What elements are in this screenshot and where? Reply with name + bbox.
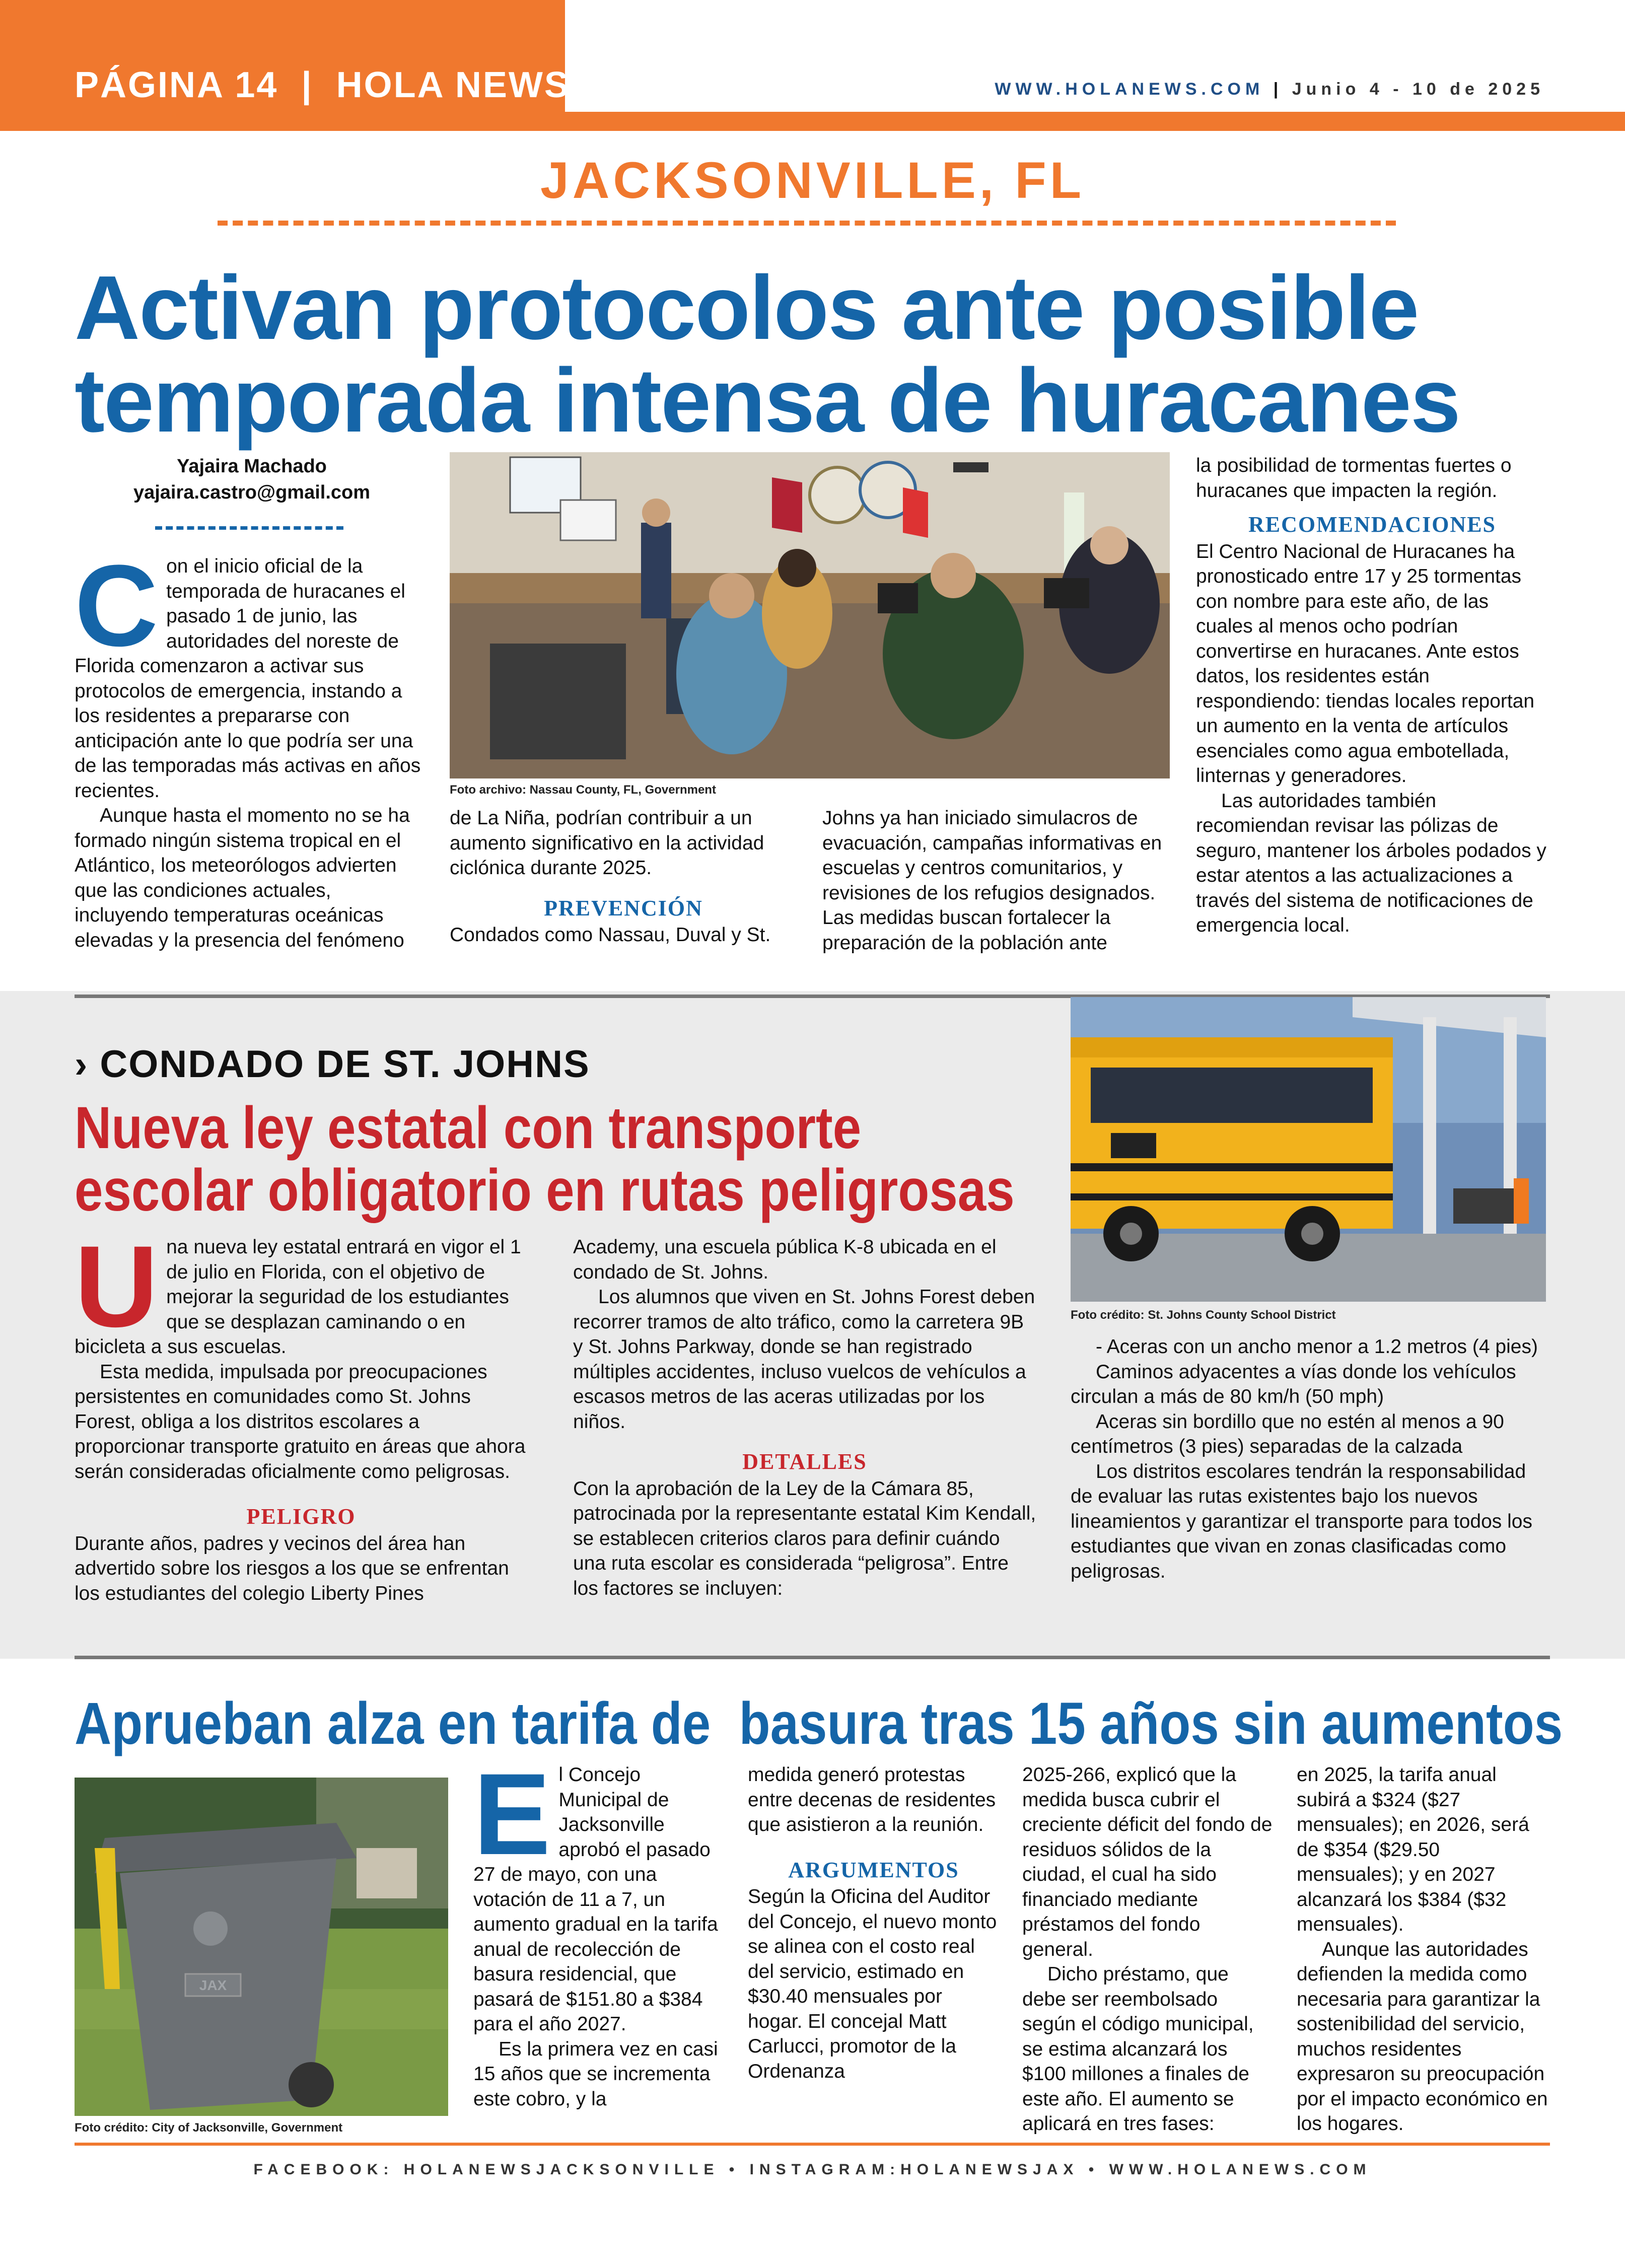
subhead-argumentos: ARGUMENTOS	[788, 1857, 959, 1882]
article3-col1-p2: Es la primera vez en casi 15 años que se incrementa este cobro, y la	[473, 2038, 718, 2110]
article1-col3-p1: Johns ya han iniciado simulacros de evacuación, campañas informativas en escuelas y centros comunitarios, y revisiones de los refugios designados. Las medidas buscan fortalecer la preparación de la población ante	[822, 807, 1162, 954]
author-email[interactable]: yajaira.castro@gmail.com	[133, 482, 371, 503]
article1-col1-p1: on el inicio oficial de la temporada de huracanes el pasado 1 de junio, las autoridades del noreste de Florida comenzaron a activar sus protocolos de emergencia, instando a los residentes a prepararse con anticipación ante lo que podría ser una de las temporadas más activas en años recientes.	[75, 555, 421, 802]
article1-column-3	[822, 806, 1170, 955]
article1-headline-line2: temporada intensa de huracanes	[75, 350, 1460, 451]
bus-photo-caption: Foto crédito: St. Johns County School District	[1071, 1308, 1336, 1322]
issue-date: Junio 4 - 10 de 2025	[1292, 80, 1544, 99]
header-separator: |	[1273, 80, 1283, 99]
article2-dropcap: U	[75, 1222, 159, 1351]
article3-column-4	[1297, 1762, 1548, 2137]
meeting-photo	[450, 452, 1170, 778]
article2-col2-p3: Con la aprobación de la Ley de la Cámara 85, patrocinada por la representante estatal Kim Kendall, se establecen criterios claros para definir cuándo una ruta escolar es considerada “peligrosa”. Entre los factores se incluyen:	[573, 1477, 1036, 1599]
article1-col2-p2: Condados como Nassau, Duval y St.	[450, 924, 771, 946]
subhead-prevencion: PREVENCIÓN	[544, 895, 703, 920]
meeting-photo-caption: Foto archivo: Nassau County, FL, Government	[450, 783, 716, 797]
footer-rule	[75, 2143, 1550, 2146]
article1-column-4	[1196, 453, 1548, 938]
article2-col2-p1: Academy, una escuela pública K-8 ubicada en el condado de St. Johns.	[573, 1236, 997, 1283]
article3-headline: Aprueban alza en tarifa de basura tras 15 años sin aumentos	[75, 1690, 1563, 1757]
article1-column-2	[450, 806, 797, 948]
article3-col2-p1: medida generó protestas entre decenas de residentes que asistieron a la reunión.	[748, 1764, 996, 1835]
subhead-peligro: PELIGRO	[246, 1504, 356, 1529]
header-website[interactable]: WWW.HOLANEWS.COM	[995, 80, 1264, 99]
article2-column-2	[573, 1235, 1036, 1601]
article3-col3-p1: 2025-266, explicó que la medida busca cubrir el creciente déficit del fondo de residuos sólidos de la ciudad, el cual ha sido financiado mediante préstamos del fondo general.	[1022, 1764, 1273, 1960]
article3-column-2	[748, 1762, 1000, 2084]
article1-col4-p3: Las autoridades también recomiendan revisar las pólizas de seguro, mantener los árboles podados y estar atentos a las actualizaciones a través del sistema de notificaciones de emergencia local.	[1196, 790, 1546, 936]
footer-social-links[interactable]: FACEBOOK: HOLANEWSJACKSONVILLE • INSTAGRAM:HOLANEWSJAX • WWW.HOLANEWS.COM	[253, 2161, 1372, 2178]
article2-col1-p2: Esta medida, impulsada por preocupaciones persistentes en comunidades como St. Johns Forest, obliga a los distritos escolares a proporcionar transporte gratuito en áreas que ahora serán consideradas oficialmente como peligrosas.	[75, 1361, 526, 1482]
garbage-bin-photo	[75, 1778, 448, 2116]
article1-col1-p2: Aunque hasta el momento no se ha formado ningún sistema tropical en el Atlántico, los meteorólogos advierten que las condiciones actuales, incluyendo temperaturas oceánicas elevadas y la presencia del fenómeno	[75, 805, 410, 951]
article1-headline-line1: Activan protocolos ante posible	[75, 257, 1419, 359]
band-bottom-rule	[75, 1656, 1550, 1659]
bin-label: JAX	[199, 1977, 227, 1993]
author-name: Yajaira Machado	[177, 456, 327, 477]
article3-column-1	[473, 1749, 725, 2111]
subhead-detalles: DETALLES	[742, 1449, 867, 1474]
school-bus-photo	[1071, 997, 1546, 1302]
article2-kicker: › CONDADO DE ST. JOHNS	[75, 1043, 590, 1086]
article1-col4-p2: El Centro Nacional de Huracanes ha pronosticado entre 17 y 25 tormentas con nombre para este año, de las cuales al menos ocho podrían convertirse en huracanes. Ante estos datos, los residentes están respondiendo: tiendas locales reportan un aumento en la venta de artículos esenciales como agua embotellada, linternas y generadores.	[1196, 540, 1535, 787]
article2-col3-p3: Aceras sin bordillo que no estén al menos a 90 centímetros (3 pies) separadas de la calzada	[1071, 1410, 1504, 1457]
byline	[76, 453, 428, 506]
section-underline	[218, 221, 1396, 226]
article2-headline-line1: Nueva ley estatal con transporte	[75, 1095, 862, 1161]
article2-headline	[75, 1097, 1015, 1222]
article2-col3-p1: - Aceras con un ancho menor a 1.2 metros (4 pies)	[1096, 1336, 1538, 1358]
article3-col3-p2: Dicho préstamo, que debe ser reembolsado según el código municipal, se estima alcanzará los $100 millones a finales de este año. El aumento se aplicará en tres fases:	[1022, 1963, 1254, 2135]
article3-col4-p2: Aunque las autoridades defienden la medida como necesaria para garantizar la sostenibilidad del servicio, muchos residentes expresaron su preocupación por el impacto económico en los hogares.	[1297, 1938, 1548, 2135]
header-bar	[0, 112, 1625, 131]
article1-col4-p1: la posibilidad de tormentas fuertes o huracanes que impacten la región.	[1196, 455, 1512, 502]
article3-dropcap: E	[473, 1749, 551, 1879]
article3-col4-p1: en 2025, la tarifa anual subirá a $324 ($27 mensuales); en 2026, será de $354 ($29.50 mensuales); y en 2027 alcanzará los $384 ($32 mensuales).	[1297, 1764, 1529, 1935]
article1-column-1	[75, 541, 423, 953]
article2-col3-p2: Caminos adyacentes a vías donde los vehículos circulan a más de 80 km/h (50 mph)	[1071, 1361, 1516, 1407]
article2-column-1	[75, 1222, 528, 1606]
article1-dropcap: C	[75, 541, 159, 670]
article3-col1-p1: l Concejo Municipal de Jacksonville aprobó el pasado 27 de mayo, con una votación de 11 a 7, un aumento gradual en la tarifa anual de recolección de basura residencial, que pasará de $151.80 a $384 para el año 2027.	[473, 1764, 718, 2035]
page-label: PÁGINA 14 | HOLA NEWS	[75, 65, 570, 105]
header-website-date	[995, 80, 1544, 99]
article2-column-3	[1071, 1334, 1546, 1584]
article2-col2-p2: Los alumnos que viven en St. Johns Forest deben recorrer tramos de alto tráfico, como la carretera 9B y St. Johns Parkway, donde se han registrado múltiples accidentes, incluso vuelcos de vehículos a escasos metros de las aceras utilizadas por los niños.	[573, 1286, 1035, 1433]
bin-photo-caption: Foto crédito: City of Jacksonville, Government	[75, 2121, 343, 2135]
article2-headline-line2: escolar obligatorio en rutas peligrosas	[75, 1157, 1015, 1224]
subhead-recomendaciones: RECOMENDACIONES	[1248, 512, 1497, 537]
article3-col2-p2: Según la Oficina del Auditor del Concejo, el nuevo monto se alinea con el costo real del servicio, estimado en $30.40 mensuales por hogar. El concejal Matt Carlucci, promotor de la Ordenanza	[748, 1886, 997, 2082]
article2-col3-p4: Los distritos escolares tendrán la responsabilidad de evaluar las rutas existentes bajo los nuevos lineamientos y garantizar el transporte para todos los estudiantes que vivan en zonas clasificadas como peligrosas.	[1071, 1460, 1532, 1582]
article1-headline	[75, 257, 1460, 451]
article1-col2-p1: de La Niña, podrían contribuir a un aumento significativo en la actividad ciclónica durante 2025.	[450, 807, 764, 879]
article3-column-3	[1022, 1762, 1274, 2137]
section-title: JACKSONVILLE, FL	[540, 152, 1085, 209]
article2-col1-p3: Durante años, padres y vecinos del área han advertido sobre los riesgos a los que se enfrentan los estudiantes del colegio Liberty Pines	[75, 1532, 509, 1604]
byline-rule	[155, 526, 343, 530]
article2-col1-p1: na nueva ley estatal entrará en vigor el 1 de julio en Florida, con el objetivo de mejorar la seguridad de los estudiantes que se desplazan caminando o en bicicleta a sus escuelas.	[75, 1236, 521, 1358]
